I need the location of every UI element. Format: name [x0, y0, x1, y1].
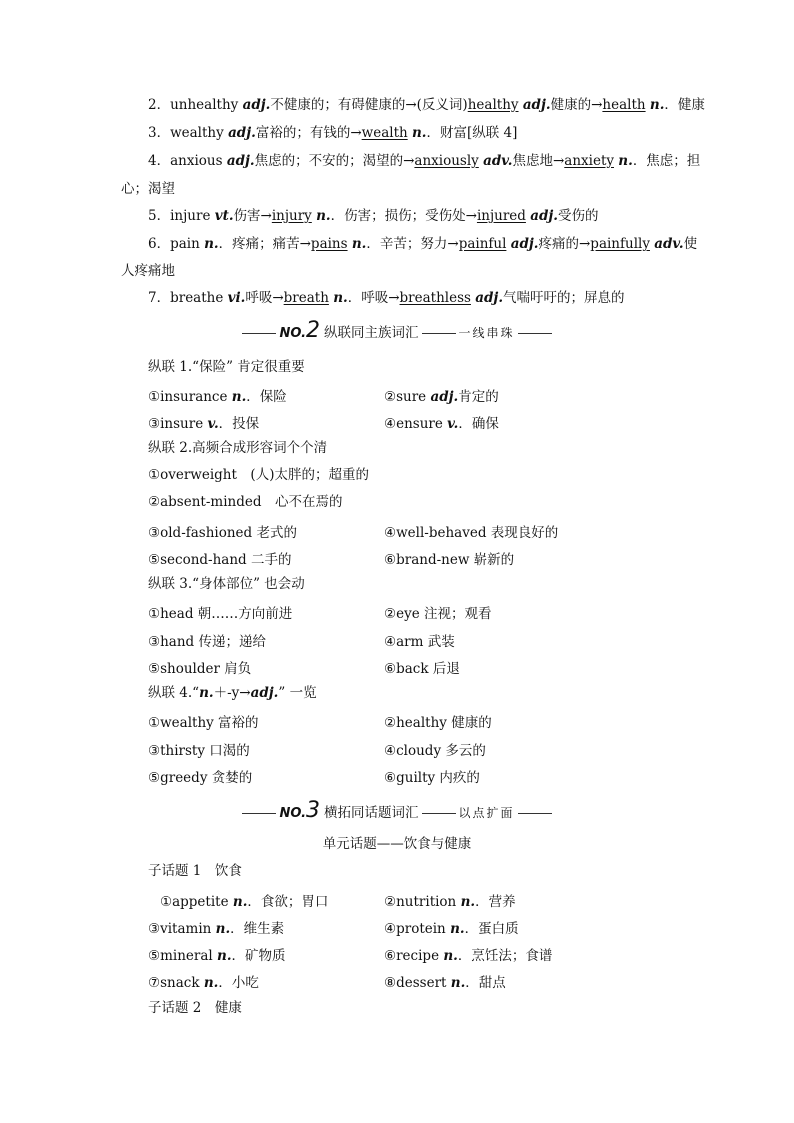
unit-topic-heading: 单元话题——饮食与健康	[322, 836, 472, 852]
subtopic-title-1: 子话题 1 饮食	[148, 863, 242, 879]
banner-rule-mid	[422, 813, 456, 814]
entry-line-3: 3．wealthy adj.富裕的；有钱的→wealth n.．财富[纵联 4]	[148, 125, 518, 141]
group-1-row-2: ③insure v.．投保 ④ensure v.．确保	[148, 416, 499, 432]
answer-anxiety: anxiety	[564, 153, 614, 169]
group-3-row-1: ①head 朝……方向前进 ②eye 注视；观看	[148, 606, 492, 622]
group-2-row-4: ⑤second-hand 二手的 ⑥brand-new 崭新的	[148, 552, 515, 568]
entry-line-6-continued: 人疼痛地	[121, 263, 175, 279]
answer-anxiously: anxiously	[414, 153, 479, 169]
banner-rule-right	[518, 333, 552, 334]
group-2-item-1: ①overweight (人)太胖的；超重的	[148, 467, 369, 483]
section-banner-3: NO.3 横拓同话题词汇 以点扩面	[0, 798, 794, 823]
group-3-row-2: ③hand 传递；递给 ④arm 武装	[148, 634, 455, 650]
banner-rule-right	[518, 813, 552, 814]
answer-painfully: painfully	[590, 236, 650, 252]
answer-healthy: healthy	[467, 97, 519, 113]
banner-rule-left	[242, 333, 276, 334]
answer-breath: breath	[283, 290, 329, 306]
answer-injury: injury	[271, 208, 312, 224]
group-3-row-3: ⑤shoulder 肩负 ⑥back 后退	[148, 661, 460, 677]
answer-injured: injured	[476, 208, 526, 224]
group-2-row-3: ③old-fashioned 老式的 ④well-behaved 表现良好的	[148, 525, 559, 541]
group-2-item-2: ②absent-minded 心不在焉的	[148, 494, 343, 510]
group-1-row-1: ①insurance n.．保险 ②sure adj.肯定的	[148, 389, 499, 405]
answer-pains: pains	[310, 236, 348, 252]
group-title-3: 纵联 3.“身体部位” 也会动	[148, 576, 305, 592]
entry-line-5: 5．injure vt.伤害→injury n.．伤害；损伤；受伤处→injured adj.受伤的	[148, 208, 599, 224]
subtopic-1-row-1: ①appetite n.．食欲；胃口 ②nutrition n.．营养	[160, 894, 516, 910]
section-banner-2: NO.2 纵联同主族词汇 一线串珠	[0, 318, 794, 343]
banner-rule-left	[242, 813, 276, 814]
answer-painful: painful	[458, 236, 507, 252]
group-title-4: 纵联 4.“n.＋-y→adj.” 一览	[148, 685, 317, 701]
section-title: 横拓同话题词汇	[324, 805, 419, 821]
entry-line-2: 2．unhealthy adj.不健康的；有碍健康的→(反义词)healthy adj.健康的→health n.．健康	[148, 97, 705, 113]
entry-line-6: 6．pain n.．疼痛；痛苦→pains n.．辛苦；努力→painful adj.疼痛的→painfully adv.使	[148, 236, 698, 252]
entry-line-4-continued: 心；渴望	[121, 181, 175, 197]
entry-line-7: 7．breathe vi.呼吸→breath n.．呼吸→breathless adj.气喘吁吁的；屏息的	[148, 290, 625, 306]
group-4-row-2: ③thirsty 口渴的 ④cloudy 多云的	[148, 743, 486, 759]
group-title-1: 纵联 1.“保险” 肯定很重要	[148, 359, 305, 375]
subtopic-1-row-4: ⑦snack n.．小吃 ⑧dessert n.．甜点	[148, 975, 506, 991]
entry-line-4: 4．anxious adj.焦虑的；不安的；渴望的→anxiously adv.焦虑地→anxiety n.．焦虑；担	[148, 153, 701, 169]
banner-rule-mid	[422, 333, 456, 334]
answer-health: health	[602, 97, 646, 113]
answer-breathless: breathless	[399, 290, 471, 306]
group-4-row-1: ①wealthy 富裕的 ②healthy 健康的	[148, 715, 492, 731]
subtopic-1-row-3: ⑤mineral n.．矿物质 ⑥recipe n.．烹饪法；食谱	[148, 948, 553, 964]
group-title-2: 纵联 2.高频合成形容词个个清	[148, 440, 328, 456]
subtopic-1-row-2: ③vitamin n.．维生素 ④protein n.．蛋白质	[148, 921, 519, 937]
subtopic-title-2: 子话题 2 健康	[148, 1000, 242, 1016]
section-title: 纵联同主族词汇	[324, 325, 419, 341]
answer-wealth: wealth	[361, 125, 408, 141]
group-4-row-3: ⑤greedy 贪婪的 ⑥guilty 内疚的	[148, 770, 480, 786]
